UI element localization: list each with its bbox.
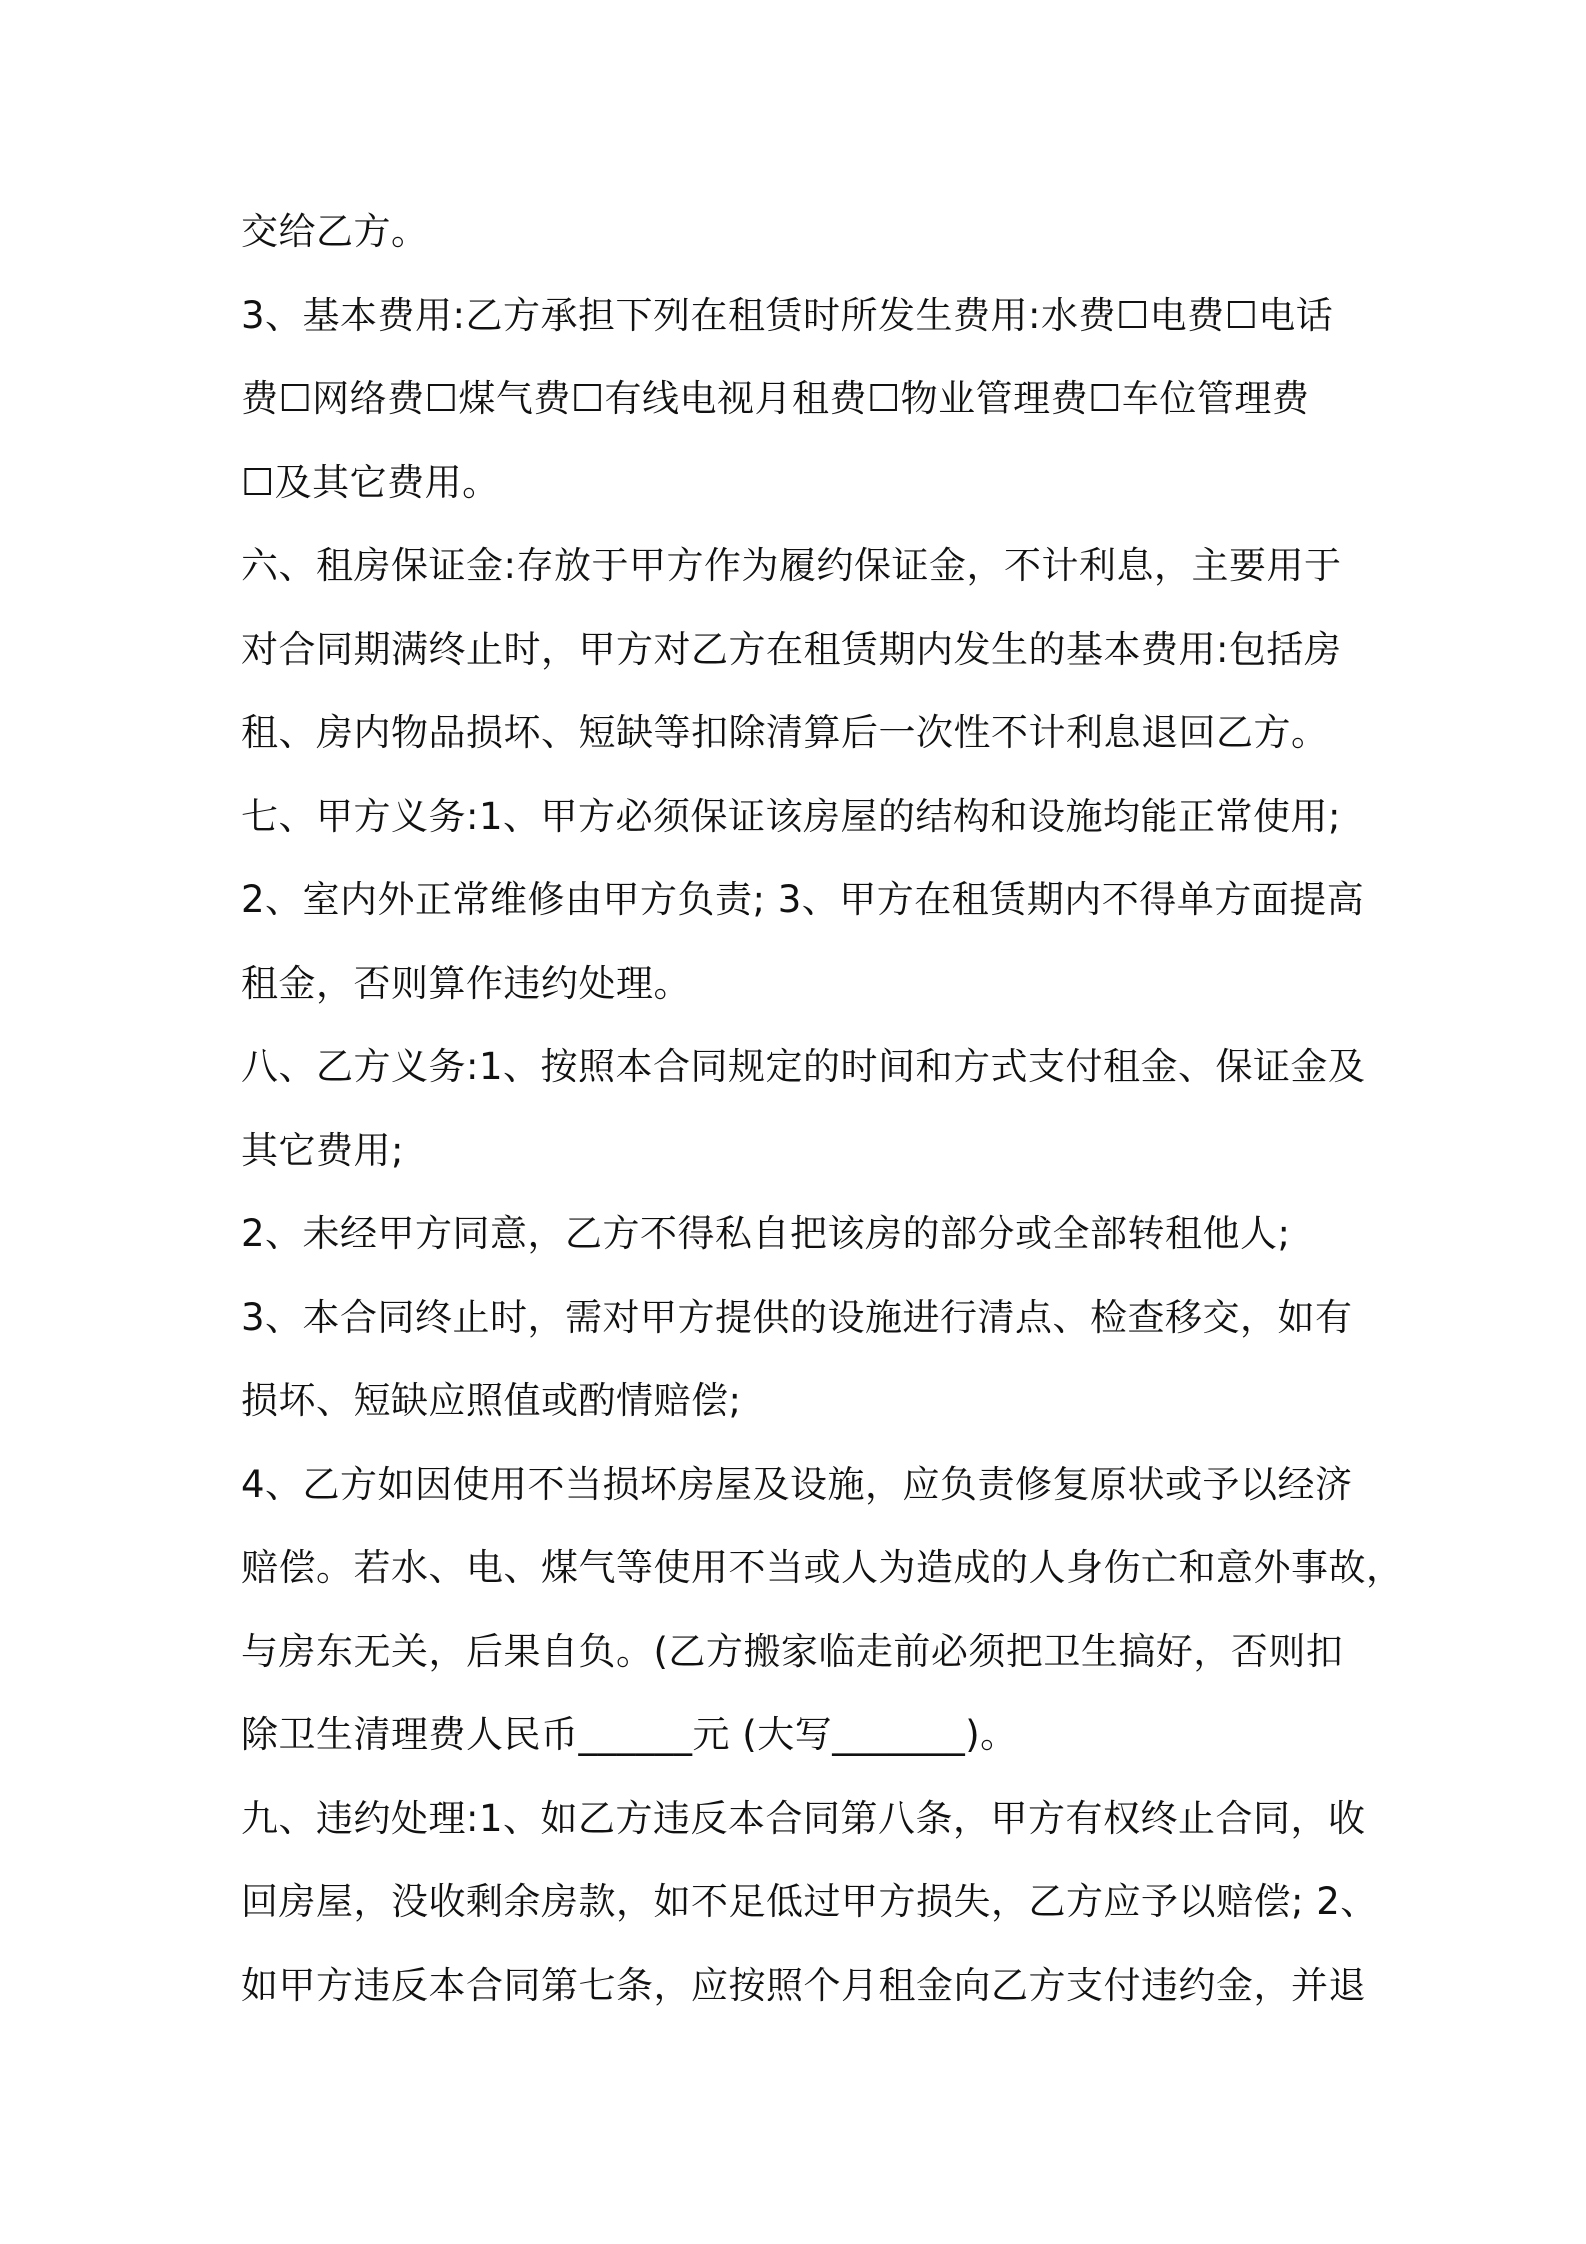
text-line: 六、租房保证金:存放于甲方作为履约保证金，不计利息，主要用于 <box>241 544 1342 587</box>
text-line: 交给乙方。 <box>241 210 429 253</box>
text-line: 4、乙方如因使用不当损坏房屋及设施，应负责修复原状或予以经济 <box>241 1462 1353 1506</box>
text-line: 费☐网络费☐煤气费☐有线电视月租费☐物业管理费☐车位管理费 <box>241 377 1310 420</box>
text-line: 3、本合同终止时，需对甲方提供的设施进行清点、检查移交，如有 <box>241 1295 1353 1339</box>
text-line: 赔偿。若水、电、煤气等使用不当或人为造成的人身伤亡和意外事故， <box>241 1546 1404 1589</box>
text-line: 租金，否则算作违约处理。 <box>241 961 691 1005</box>
text-line: 2、未经甲方同意，乙方不得私自把该房的部分或全部转租他人; <box>241 1212 1291 1255</box>
text-line: 如甲方违反本合同第七条，应按照个月租金向乙方支付违约金，并退 <box>241 1963 1366 2007</box>
text-line: 除卫生清理费人民币______元 (大写_______)。 <box>241 1713 1018 1756</box>
contract-text <box>241 190 1404 2027</box>
text-line: 3、基本费用:乙方承担下列在租赁时所发生费用:水费☐电费☐电话 <box>241 293 1334 337</box>
text-line: 2、室内外正常维修由甲方负责; 3、甲方在租赁期内不得单方面提高 <box>241 878 1365 921</box>
text-line: 对合同期满终止时，甲方对乙方在租赁期内发生的基本费用:包括房 <box>241 627 1342 671</box>
text-line: 回房屋，没收剩余房款，如不足低过甲方损失，乙方应予以赔偿; 2、 <box>241 1880 1378 1923</box>
text-line: 其它费用; <box>241 1128 404 1172</box>
text-line: 七、甲方义务:1、甲方必须保证该房屋的结构和设施均能正常使用; <box>241 794 1341 838</box>
text-line: 租、房内物品损坏、短缺等扣除清算后一次性不计利息退回乙方。 <box>241 711 1329 754</box>
text-line: 与房东无关，后果自负。(乙方搬家临走前必须把卫生搞好，否则扣 <box>241 1629 1344 1673</box>
text-line: 八、乙方义务:1、按照本合同规定的时间和方式支付租金、保证金及 <box>241 1045 1366 1088</box>
text-line: 损坏、短缺应照值或酌情赔偿; <box>241 1379 742 1422</box>
text-line: ☐及其它费用。 <box>241 460 500 504</box>
text-line: 九、违约处理:1、如乙方违反本合同第八条，甲方有权终止合同，收 <box>241 1796 1366 1840</box>
